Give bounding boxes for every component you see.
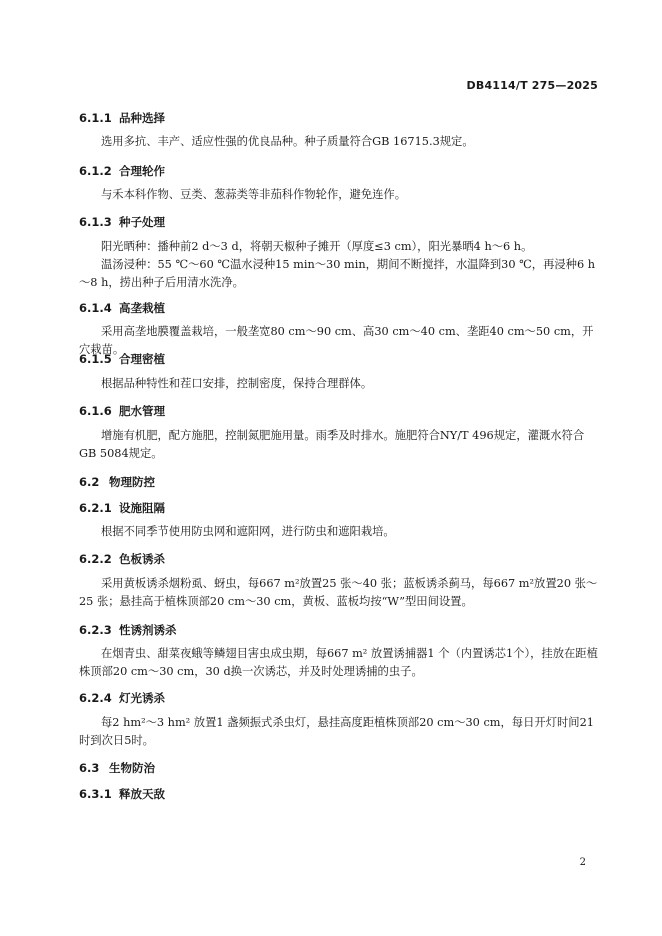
paragraph: 选用多抗、丰产、适应性强的优良品种。种子质量符合GB 16715.3规定。 [101,135,474,148]
section-number: 6.1.5 [79,352,112,366]
section-number: 6.1.2 [79,164,112,178]
section-title: 设施阻隔 [119,501,165,515]
paragraph: 增施有机肥，配方施肥，控制氮肥施用量。雨季及时排水。施肥符合NY/T 496规定，灌溉水符合GB 5084规定。 [79,429,585,460]
paragraph: 与禾本科作物、豆类、葱蒜类等非茄科作物轮作，避免连作。 [101,188,407,201]
section-title: 物理防控 [109,475,155,489]
section-heading [79,500,165,516]
section-title: 色板诱杀 [119,552,165,566]
section-title: 肥水管理 [119,404,165,418]
paragraph: 采用黄板诱杀烟粉虱、蚜虫，每667 m²放置25 张～40 张；蓝板诱杀蓟马，每667 m²放置20 张～25 张；悬挂高于植株顶部20 cm～30 cm，黄板、蓝板均按“W”型田间设置。 [79,577,598,608]
section-heading [79,300,165,316]
section-title: 生物防治 [109,761,155,775]
section-number: 6.3.1 [79,787,112,801]
paragraph: 温汤浸种：55 ℃～60 ℃温水浸种15 min～30 min，期间不断搅拌，水温降到30 ℃，再浸种6 h～8 h，捞出种子后用清水洗净。 [79,258,596,289]
section-number: 6.2.4 [79,691,112,705]
paragraph: 在烟青虫、甜菜夜蛾等鳞翅目害虫成虫期，每667 m² 放置诱捕器1 个（内置诱芯1个），挂放在距植株顶部20 cm～30 cm，30 d换一次诱芯，并及时处理诱捕的虫子。 [79,647,598,678]
section-heading [79,214,165,230]
section-number: 6.1.3 [79,215,112,229]
paragraph: 每2 hm²～3 hm² 放置1 盏频振式杀虫灯，悬挂高度距植株顶部20 cm～30 cm，每日开灯时间21时到次日5时。 [79,716,594,747]
document-code: DB4114/T 275—2025 [466,79,598,92]
section-number: 6.1.4 [79,301,112,315]
section-heading [79,403,165,419]
section-heading [79,474,155,490]
section-number: 6.2 [79,475,100,489]
section-title: 品种选择 [119,111,165,125]
section-number: 6.2.3 [79,623,112,637]
section-heading [79,786,165,802]
section-title: 释放天敌 [119,787,165,801]
section-heading [79,351,165,367]
section-title: 灯光诱杀 [119,691,165,705]
paragraph: 阳光晒种：播种前2 d～3 d，将朝天椒种子摊开（厚度≤3 cm），阳光暴晒4 h～6 h。 [101,240,533,253]
paragraph: 采用高垄地膜覆盖栽培，一般垄宽80 cm～90 cm、高30 cm～40 cm、垄距40 cm～50 cm，开穴栽苗。 [79,325,594,356]
paragraph: 根据品种特性和茬口安排，控制密度，保持合理群体。 [101,377,373,390]
section-heading [79,760,155,776]
section-number: 6.2.2 [79,552,112,566]
section-number: 6.1.1 [79,111,112,125]
section-number: 6.3 [79,761,100,775]
page-number: 2 [579,857,586,868]
section-title: 合理轮作 [119,164,165,178]
section-heading [79,690,165,706]
paragraph: 根据不同季节使用防虫网和遮阳网，进行防虫和遮阳栽培。 [101,525,395,538]
section-heading [79,622,177,638]
section-title: 合理密植 [119,352,165,366]
section-heading [79,551,165,567]
section-number: 6.1.6 [79,404,112,418]
section-heading [79,110,165,126]
section-heading [79,163,165,179]
section-title: 性诱剂诱杀 [119,623,177,637]
section-title: 种子处理 [119,215,165,229]
section-title: 高垄栽植 [119,301,165,315]
section-number: 6.2.1 [79,501,112,515]
